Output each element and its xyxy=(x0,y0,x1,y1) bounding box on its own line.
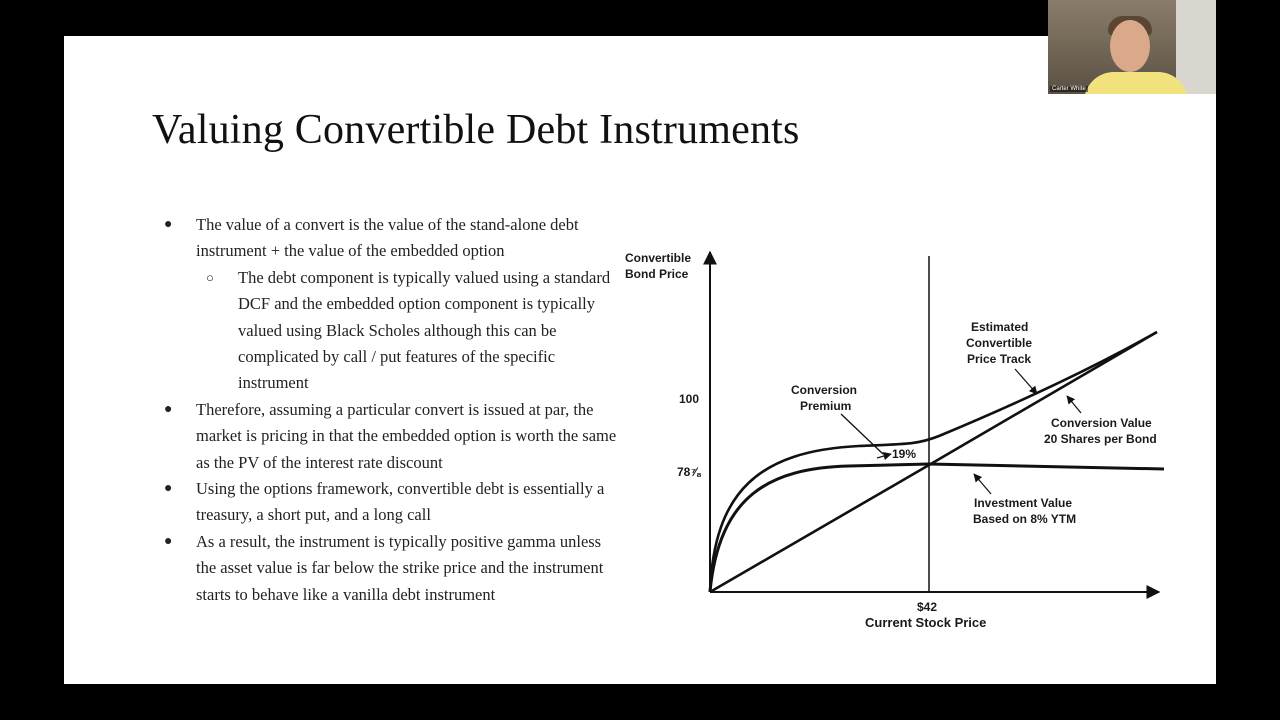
bullet-dot-icon: ● xyxy=(164,217,173,232)
bullet-dot-icon: ● xyxy=(164,401,173,417)
x-axis-label: Current Stock Price xyxy=(865,615,987,630)
bullet-text: Using the options framework, convertible debt is essentially a treasury, a short put, and a long call xyxy=(196,479,605,525)
annotation-arrow xyxy=(1015,369,1037,394)
annotation-label: Investment Value xyxy=(974,496,1073,510)
bullet-text: Therefore, assuming a particular convert is issued at par, the market is pricing in that the embedded option is worth the same as the PV of the interest rate discount xyxy=(196,399,617,472)
bullet-text: The value of a convert is the value of the stand-alone debt instrument + the value of the embedded option xyxy=(196,215,579,261)
annotation-arrow xyxy=(1067,396,1081,413)
y-axis-label: Convertible xyxy=(625,251,692,265)
annotation-label: Conversion Value xyxy=(1051,416,1152,430)
participant-name-label: Carter White xyxy=(1052,86,1086,92)
bullet-dot-icon: ● xyxy=(164,481,173,497)
annotation-label: 19% xyxy=(892,447,917,461)
annotation-label: Premium xyxy=(800,399,852,413)
bullet-text: As a result, the instrument is typically positive gamma unless the asset value is far below the strike price and the instrument starts to behave like a vanilla debt instrument xyxy=(196,531,604,604)
annotation-label: Estimated xyxy=(971,320,1029,334)
presentation-slide xyxy=(64,36,1216,684)
sub-bullet-item xyxy=(160,265,620,397)
webcam-video-tile[interactable] xyxy=(1048,0,1216,94)
annotation-label: Conversion xyxy=(791,383,858,397)
y-tick-label: 78⅞ xyxy=(677,465,701,479)
x-tick-label: $42 xyxy=(917,600,938,614)
annotation-label: 20 Shares per Bond xyxy=(1044,432,1157,446)
bullet-list xyxy=(160,212,620,608)
bullet-item xyxy=(160,529,620,608)
chart-svg xyxy=(619,236,1189,646)
annotation-arrow xyxy=(974,474,991,494)
annotation-label: Price Track xyxy=(967,352,1032,366)
annotation-label: Convertible xyxy=(966,336,1033,350)
y-axis-label: Bond Price xyxy=(625,267,689,281)
series-investment-value xyxy=(710,464,1164,592)
slide-title: Valuing Convertible Debt Instruments xyxy=(152,107,800,153)
bullet-dot-icon: ● xyxy=(164,533,173,549)
sub-bullet-text: The debt component is typically valued using a standard DCF and the embedded option component is typically valued using Black Scholes although this can be complicated by call / put features of the specific instrument xyxy=(238,267,611,393)
bullet-item xyxy=(160,212,620,265)
bullet-item xyxy=(160,476,620,529)
series-conversion-value xyxy=(710,332,1157,592)
annotation-label: Based on 8% YTM xyxy=(973,512,1077,526)
sub-bullet-circle-icon: ○ xyxy=(206,269,214,285)
annotation-arrow xyxy=(877,454,891,458)
bullet-item xyxy=(160,397,620,476)
webcam-person-shirt xyxy=(1084,72,1188,94)
webcam-person-face xyxy=(1110,20,1150,72)
y-tick-label: 100 xyxy=(679,392,700,406)
webcam-background xyxy=(1176,0,1216,94)
convertible-bond-chart xyxy=(619,236,1189,646)
